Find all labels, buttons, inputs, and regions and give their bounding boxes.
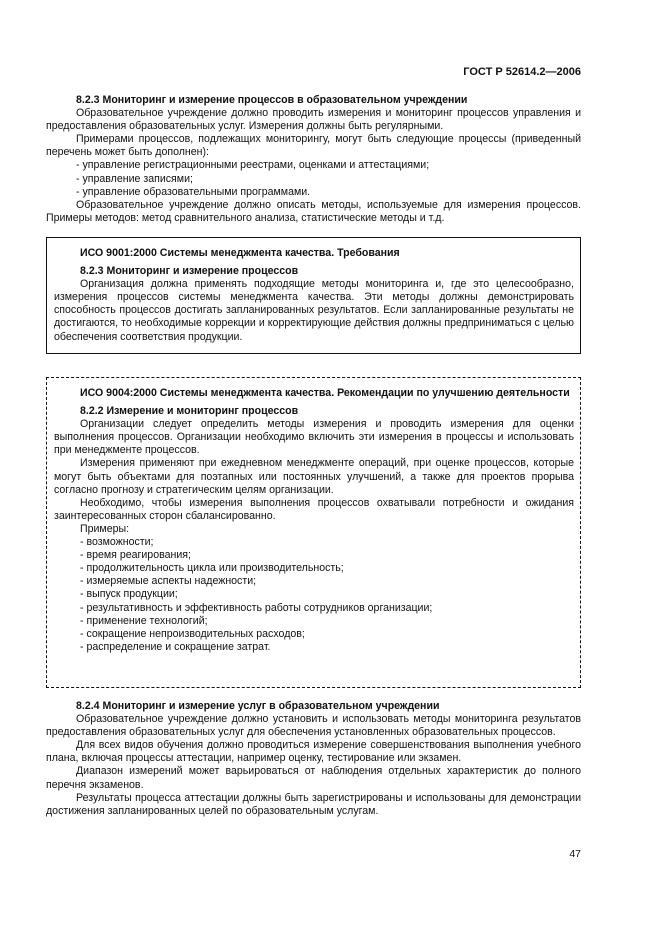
list-item: - измеряемые аспекты надежности;	[80, 575, 257, 588]
paragraph: Диапазон измерений может варьироваться от наблюдения отдельных характеристик до полного перечня экзаменов.	[46, 765, 581, 791]
list-item: - управление записями;	[76, 172, 193, 185]
page-number: 47	[569, 848, 581, 860]
paragraph: Для всех видов обучения должно проводиться измерение совершенствования выполнения учебного плана, включая процессы аттестации, например оценку, тестирование или экзамен.	[46, 739, 581, 765]
list-item: - время реагирования;	[80, 549, 191, 562]
section-heading: 8.2.3 Мониторинг и измерение процессов в образовательном учреждении	[76, 94, 468, 106]
paragraph: Результаты процесса аттестации должны быть зарегистрированы и использованы для демонстрации достижения запланированных целей по образовательным услугам.	[46, 791, 581, 817]
iso-9001-quote-box	[46, 237, 581, 354]
list-item: - результативность и эффективность работы сотрудников организации;	[80, 601, 433, 614]
examples-label: Примеры:	[80, 522, 130, 535]
paragraph: Примерами процессов, подлежащих мониторингу, могут быть следующие процессы (приведенный перечень может быть дополнен):	[46, 133, 581, 159]
list-item: - распределение и сокращение затрат.	[80, 640, 271, 653]
paragraph: Необходимо, чтобы измерения выполнения процессов охватывали потребности и ожидания заинтересованных сторон сбалансированно.	[54, 496, 574, 522]
list-item: - возможности;	[80, 536, 154, 549]
paragraph: Организация должна применять подходящие методы мониторинга и, где это целесообразно, измерения процессов системы менеджмента качества. Эти методы должны демонстрировать способность процессов достигать запланированных результатов. Если запланированные результаты не достигаются, то необходимые коррекции и корректирующие действия должны предприниматься с целью обеспечения соответствия продукции.	[54, 278, 574, 343]
box-heading: 8.2.2 Измерение и мониторинг процессов	[80, 405, 299, 418]
section-8-2-4	[46, 700, 581, 818]
list-item: - сокращение непроизводительных расходов;	[80, 627, 305, 640]
box-title: ИСО 9001:2000 Системы менеджмента качества. Требования	[80, 247, 400, 259]
paragraph: Организации следует определить методы измерения и проводить измерения для оценки выполнения процессов. Организации необходимо включить эти измерения в процессы и использовать при менеджменте процессов.	[54, 418, 574, 457]
list-item: - управление образовательными программами.	[76, 185, 311, 198]
paragraph: Измерения применяют при ежедневном менеджменте операций, при оценке процессов, которые могут быть объектами для поэтапных или постоянных улучшений, а также для проектов прорыва согласно прогнозу и стратегическим целям организации.	[54, 457, 574, 496]
box-title: ИСО 9004:2000 Системы менеджмента качества. Рекомендации по улучшению деятельности	[80, 387, 570, 399]
list-item: - применение технологий;	[80, 614, 208, 627]
list-item: - продолжительность цикла или производительность;	[80, 562, 344, 575]
list-item: - выпуск продукции;	[80, 588, 178, 601]
paragraph: Образовательное учреждение должно описать методы, используемые для измерения процессов. Примеры методов: метод сравнительного анализа, статистические методы и т.д.	[46, 198, 581, 224]
document-id: ГОСТ Р 52614.2—2006	[463, 66, 581, 78]
iso-9004-quote-box	[46, 377, 581, 688]
section-heading: 8.2.4 Мониторинг и измерение услуг в образовательном учреждении	[76, 700, 440, 712]
paragraph: Образовательное учреждение должно проводить измерения и мониторинг процессов управления и предоставления образовательных услуг. Измерения должны быть регулярными.	[46, 107, 581, 133]
list-item: - управление регистрационными реестрами, оценками и аттестациями;	[76, 159, 430, 172]
box-heading: 8.2.3 Мониторинг и измерение процессов	[80, 265, 299, 278]
section-8-2-3	[46, 94, 581, 225]
paragraph: Образовательное учреждение должно установить и использовать методы мониторинга результатов предоставления образовательных услуг для обеспечения установленных образовательных процессов.	[46, 713, 581, 739]
